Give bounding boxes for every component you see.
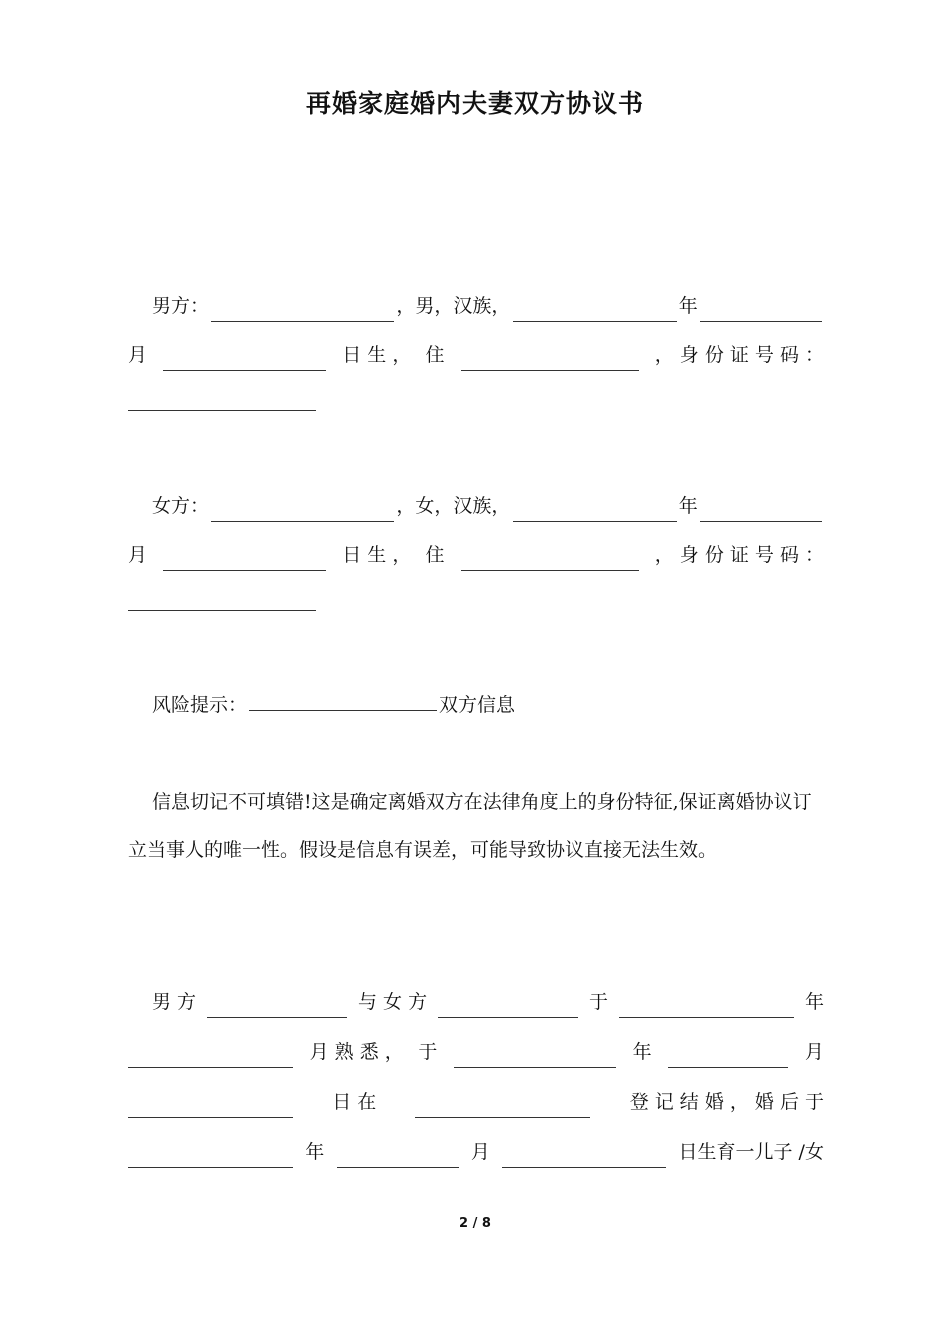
male-info-line-1 xyxy=(128,290,824,322)
male-info-line-3 xyxy=(128,388,824,420)
male-address-blank[interactable] xyxy=(461,348,639,371)
marriage-line-3 xyxy=(128,1086,824,1118)
male-birth-month-blank[interactable] xyxy=(700,299,822,322)
marriage-line-4 xyxy=(128,1136,824,1168)
female-label: 女方： xyxy=(152,495,210,517)
marriage-birth-year-blank[interactable] xyxy=(128,1145,293,1168)
risk-label: 风险提示： xyxy=(152,694,248,716)
page-number: 2 / 8 xyxy=(459,1216,491,1231)
marriage-reg-year-blank[interactable] xyxy=(454,1045,616,1068)
marriage-place-blank[interactable] xyxy=(415,1095,590,1118)
female-live-label: 住 xyxy=(425,544,445,566)
marriage-male-label: 男 方 xyxy=(152,991,197,1013)
marriage-year-label: 年 xyxy=(804,991,824,1013)
marriage-with-female: 与 女 方 xyxy=(357,991,428,1013)
female-birth-year-blank[interactable] xyxy=(513,499,677,522)
female-gender-text: ，女，汉族， xyxy=(396,495,511,517)
female-info-line-3 xyxy=(128,588,824,620)
male-id-blank[interactable] xyxy=(128,388,316,411)
female-day-born: 日 生 ， xyxy=(342,544,412,566)
marriage-female-name-blank[interactable] xyxy=(438,995,578,1018)
male-name-blank[interactable] xyxy=(211,299,394,322)
marriage-year2-label: 年 xyxy=(632,1041,652,1063)
female-address-blank[interactable] xyxy=(461,548,639,571)
male-birth-day-blank[interactable] xyxy=(163,348,326,371)
marriage-reg-month-blank[interactable] xyxy=(668,1045,788,1068)
marriage-month3-label: 月 xyxy=(470,1141,490,1163)
female-id-blank[interactable] xyxy=(128,588,316,611)
female-info-line-2 xyxy=(128,539,824,571)
female-name-blank[interactable] xyxy=(211,499,394,522)
male-month-label: 月 xyxy=(128,344,148,366)
marriage-month2-label: 月 xyxy=(804,1041,824,1063)
marriage-line-2 xyxy=(128,1036,824,1068)
marriage-year3-label: 年 xyxy=(305,1141,325,1163)
marriage-male-name-blank[interactable] xyxy=(207,995,347,1018)
marriage-birth-text: 日生育一儿子 /女 xyxy=(678,1141,824,1163)
female-year-label: 年 xyxy=(678,495,698,517)
risk-line xyxy=(128,688,824,720)
marriage-reg-day-blank[interactable] xyxy=(128,1095,293,1118)
male-year-label: 年 xyxy=(678,295,698,317)
marriage-day-at: 日 在 xyxy=(332,1091,377,1113)
male-gender-text: ，男，汉族， xyxy=(396,295,511,317)
marriage-birth-month-blank[interactable] xyxy=(337,1145,459,1168)
marriage-birth-day-blank[interactable] xyxy=(502,1145,666,1168)
marriage-month-met: 月 熟 悉 ， xyxy=(309,1041,404,1063)
male-live-label: 住 xyxy=(425,344,445,366)
female-birth-day-blank[interactable] xyxy=(163,548,326,571)
female-id-label: ， 身 份 证 号 码 ： xyxy=(654,544,824,566)
female-month-label: 月 xyxy=(128,544,148,566)
risk-blank[interactable] xyxy=(249,688,437,711)
page-title: 再婚家庭婚内夫妻双方协议书 xyxy=(305,89,644,118)
marriage-at-label: 于 xyxy=(589,991,609,1013)
marriage-registered: 登 记 结 婚 ， 婚 后 于 xyxy=(629,1091,824,1113)
male-label: 男方： xyxy=(152,295,210,317)
male-id-label: ， 身 份 证 号 码 ： xyxy=(654,344,824,366)
male-birth-year-blank[interactable] xyxy=(513,299,677,322)
risk-suffix: 双方信息 xyxy=(439,694,516,716)
marriage-at2-label: 于 xyxy=(418,1041,438,1063)
male-info-line-2 xyxy=(128,339,824,371)
female-info-line-1 xyxy=(128,490,824,522)
marriage-met-month-blank[interactable] xyxy=(128,1045,293,1068)
info-paragraph: 信息切记不可填错!这是确定离婚双方在法律角度上的身份特征,保证离婚协议订立当事人的唯一性。假设是信息有误差，可能导致协议直接无法生效。 xyxy=(128,791,812,861)
male-day-born: 日 生 ， xyxy=(342,344,412,366)
marriage-met-year-blank[interactable] xyxy=(619,995,794,1018)
female-birth-month-blank[interactable] xyxy=(700,499,822,522)
marriage-line-1 xyxy=(128,986,824,1018)
